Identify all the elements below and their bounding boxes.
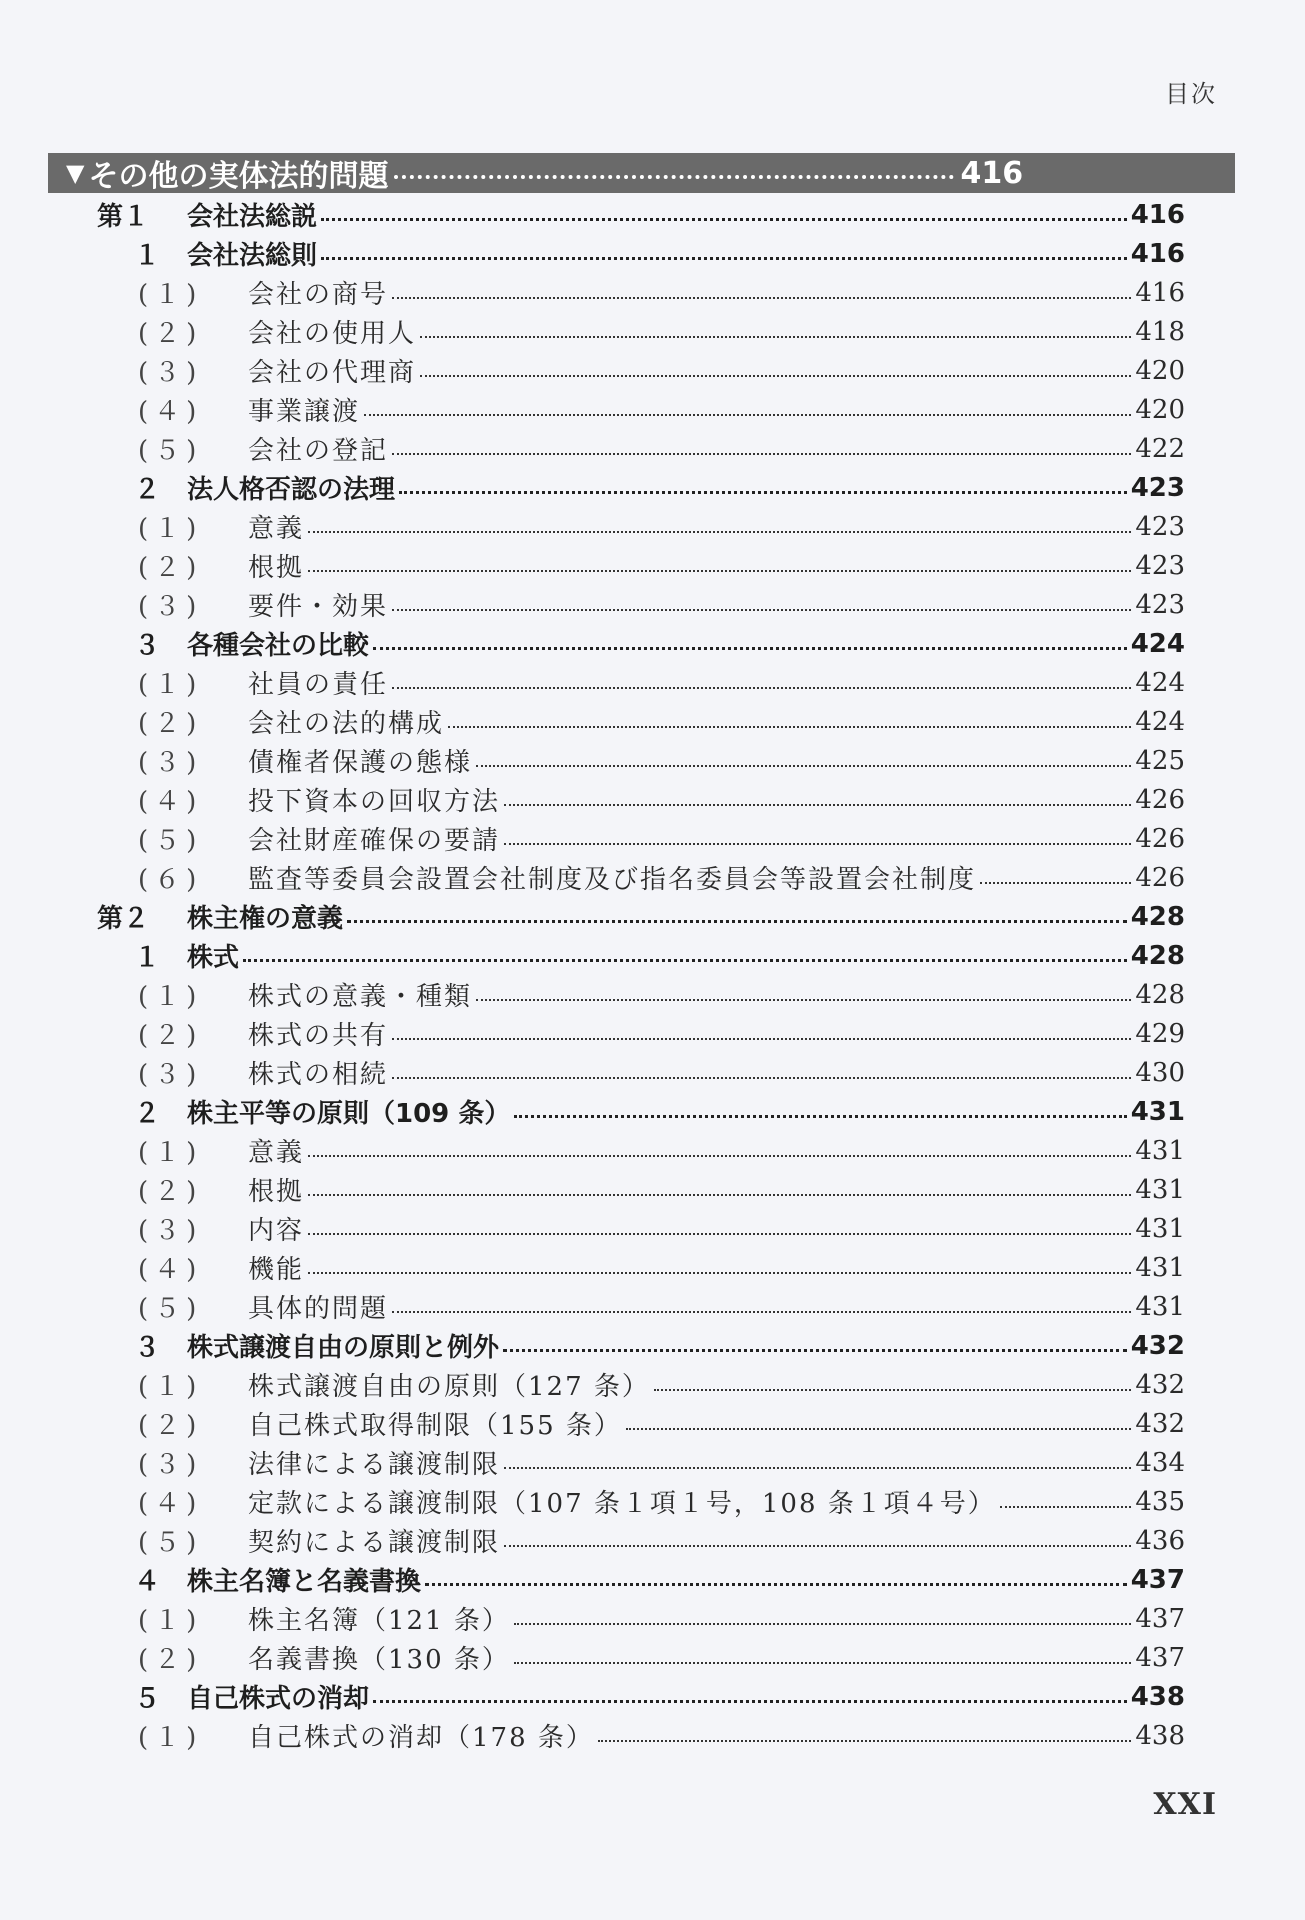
toc-entry-title: 事業譲渡: [248, 397, 361, 427]
toc-entry-number: (１): [138, 1138, 203, 1168]
toc-entry-page: 426: [1135, 823, 1185, 854]
toc-entry-page: 423: [1135, 511, 1185, 542]
toc-entry-title: 会社財産確保の要請: [248, 826, 501, 856]
toc-entry[interactable]: [0, 1053, 1305, 1092]
toc-entry[interactable]: [0, 624, 1305, 663]
toc-entry-page: 438: [1135, 1720, 1185, 1751]
toc-entry-page: 437: [1130, 1564, 1185, 1595]
toc-entry-page: 432: [1135, 1408, 1185, 1439]
toc-entry[interactable]: [0, 585, 1305, 624]
toc-entry-page: 416: [1135, 277, 1185, 308]
toc-entry-title: 監査等委員会設置会社制度及び指名委員会等設置会社制度: [248, 865, 977, 895]
toc-entry-page: 425: [1135, 745, 1185, 776]
toc-entry-leader: [392, 1311, 1131, 1313]
toc-entry-number: (１): [138, 670, 203, 700]
toc-entry[interactable]: [0, 1365, 1305, 1404]
toc-entry-title: 株式の相続: [248, 1060, 389, 1090]
toc-entry-number: (４): [138, 397, 203, 427]
toc-entry-title: 株式譲渡自由の原則（127 条）: [248, 1372, 650, 1402]
toc-entry-leader: [308, 1272, 1131, 1274]
running-header: 目次: [1165, 80, 1217, 108]
toc-entry-number: (３): [138, 592, 203, 622]
toc-entry[interactable]: [0, 858, 1305, 897]
toc-entry-title: 株式: [187, 943, 240, 973]
toc-entry-leader: [308, 1194, 1131, 1196]
toc-entry-number: ２: [134, 1099, 161, 1129]
toc-entry-page: 428: [1130, 901, 1185, 932]
toc-entry[interactable]: [0, 1092, 1305, 1131]
toc-entry-title: 会社法総則: [187, 241, 318, 271]
toc-entry-number: ３: [134, 1333, 161, 1363]
toc-entry-number: １: [134, 241, 161, 271]
toc-entry-title: 要件・効果: [248, 592, 389, 622]
toc-entry-page: 422: [1135, 433, 1185, 464]
toc-entry-leader: [321, 257, 1127, 260]
toc-entry[interactable]: [0, 1248, 1305, 1287]
toc-entry-leader: [514, 1115, 1126, 1118]
toc-entry-number: (４): [138, 1255, 203, 1285]
toc-entry-title: 意義: [248, 1138, 305, 1168]
toc-entry-page: 428: [1135, 979, 1185, 1010]
toc-entry[interactable]: [0, 1170, 1305, 1209]
toc-entry[interactable]: [0, 1014, 1305, 1053]
toc-entry-number: (２): [138, 553, 203, 583]
toc-entry-title: 株主名簿と名義書換: [187, 1567, 422, 1597]
toc-entry-title: 法律による譲渡制限: [248, 1450, 501, 1480]
toc-entry-number: (３): [138, 1450, 203, 1480]
toc-entry-number: １: [134, 943, 161, 973]
toc-entry-leader: [392, 1077, 1131, 1079]
toc-entry-title: 具体的問題: [248, 1294, 389, 1324]
toc-entry-title: 契約による譲渡制限: [248, 1528, 501, 1558]
toc-entry-number: (５): [138, 436, 203, 466]
triangle-icon: ▼: [66, 159, 85, 187]
toc-entry-page: 438: [1130, 1681, 1185, 1712]
toc-entry-title: 会社の代理商: [248, 358, 417, 388]
toc-entry[interactable]: [0, 1677, 1305, 1716]
toc-entry-leader: [308, 1155, 1131, 1157]
toc-entry[interactable]: [0, 1443, 1305, 1482]
toc-entry-page: 416: [1130, 199, 1185, 230]
toc-entry-number: ２: [134, 475, 161, 505]
toc-entry-number: (３): [138, 1060, 203, 1090]
toc-entry-leader: [308, 570, 1131, 572]
toc-entry[interactable]: [0, 1209, 1305, 1248]
page-number: XXI: [1153, 1787, 1217, 1822]
toc-entry-leader: [654, 1389, 1131, 1391]
toc-entry-page: 431: [1135, 1174, 1185, 1205]
toc-entry-number: (５): [138, 826, 203, 856]
toc-entry-number: 第２: [97, 904, 150, 934]
toc-entry-leader: [243, 959, 1127, 962]
toc-entry-page: 424: [1135, 667, 1185, 698]
toc-entry[interactable]: [0, 1638, 1305, 1677]
toc-entry-number: (６): [138, 865, 203, 895]
toc-entry-title: 株主平等の原則（109 条）: [187, 1099, 511, 1129]
toc-entry-title: 根拠: [248, 553, 305, 583]
toc-entry-page: 426: [1135, 862, 1185, 893]
toc-entry[interactable]: [0, 195, 1305, 234]
toc-entry-title: 投下資本の回収方法: [248, 787, 501, 817]
toc-entry-page: 431: [1135, 1291, 1185, 1322]
toc-entry-leader: [425, 1583, 1127, 1586]
toc-entry[interactable]: [0, 390, 1305, 429]
toc-entry-title: 株式の意義・種類: [248, 982, 473, 1012]
toc-entry-title: 自己株式取得制限（155 条）: [248, 1411, 622, 1441]
toc-entry-leader: [392, 453, 1131, 455]
toc-entry-page: 420: [1135, 355, 1185, 386]
toc-entry[interactable]: [0, 741, 1305, 780]
toc-entry-page: 432: [1135, 1369, 1185, 1400]
toc-entry-leader: [504, 1545, 1131, 1547]
toc-entry-title: 会社の商号: [248, 280, 389, 310]
toc-entry-page: 423: [1130, 472, 1185, 503]
toc-entry[interactable]: [0, 1560, 1305, 1599]
toc-entry-number: (１): [138, 1723, 203, 1753]
toc-entry-leader: [308, 531, 1131, 533]
toc-entry-title: 意義: [248, 514, 305, 544]
toc-entry[interactable]: [0, 975, 1305, 1014]
toc-entry-leader: [399, 491, 1127, 494]
toc-entry-leader: [392, 609, 1131, 611]
toc-entry-number: (３): [138, 1216, 203, 1246]
toc-entry[interactable]: [0, 1482, 1305, 1521]
toc-entry-leader: [392, 687, 1131, 689]
toc-entry-number: ５: [134, 1684, 161, 1714]
toc-entry-number: (４): [138, 1489, 203, 1519]
toc-entry-page: 436: [1135, 1525, 1185, 1556]
toc-entry-page: 426: [1135, 784, 1185, 815]
toc-entry-title: 自己株式の消却（178 条）: [248, 1723, 594, 1753]
toc-entry-title: 株式の共有: [248, 1021, 389, 1051]
toc-entry-title: 機能: [248, 1255, 305, 1285]
toc-entry-number: (２): [138, 319, 203, 349]
toc-entry[interactable]: [0, 1599, 1305, 1638]
toc-entry-leader: [514, 1623, 1131, 1625]
toc-entry-leader: [504, 843, 1131, 845]
toc-entry-title: 会社の使用人: [248, 319, 417, 349]
toc-entry-number: (３): [138, 358, 203, 388]
toc-entry-number: (１): [138, 982, 203, 1012]
toc-entry-page: 437: [1135, 1642, 1185, 1673]
toc-entry[interactable]: [0, 234, 1305, 273]
toc-entry-page: 429: [1135, 1018, 1185, 1049]
toc-entry-leader: [308, 1233, 1131, 1235]
toc-entry-title: 株式譲渡自由の原則と例外: [187, 1333, 500, 1363]
toc-entry[interactable]: [0, 468, 1305, 507]
toc-entry-leader: [504, 804, 1131, 806]
toc-entry-number: (５): [138, 1528, 203, 1558]
toc-entry[interactable]: [0, 1521, 1305, 1560]
toc-entry-title: 自己株式の消却: [187, 1684, 370, 1714]
toc-entry-title: 定款による譲渡制限（107 条１項１号，108 条１項４号）: [248, 1489, 996, 1519]
toc-entry-number: (１): [138, 1372, 203, 1402]
toc-entry-leader: [392, 297, 1131, 299]
toc-entry-leader: [598, 1740, 1131, 1742]
toc-entry-leader: [448, 726, 1131, 728]
toc-entry-page: 437: [1135, 1603, 1185, 1634]
toc-entry-title: 社員の責任: [248, 670, 389, 700]
toc-entry-page: 428: [1130, 940, 1185, 971]
toc-entry-page: 431: [1135, 1252, 1185, 1283]
toc-entry-leader: [514, 1662, 1131, 1664]
toc-entry-page: 431: [1135, 1213, 1185, 1244]
toc-entry-number: (２): [138, 709, 203, 739]
toc-entry-number: ３: [134, 631, 161, 661]
toc-entry-title: 株主名簿（121 条）: [248, 1606, 510, 1636]
toc-entry-title: 法人格否認の法理: [187, 475, 396, 505]
toc-entry-title: 会社の登記: [248, 436, 389, 466]
toc-entry-page: 418: [1135, 316, 1185, 347]
toc-entry-title: 各種会社の比較: [187, 631, 370, 661]
toc-entry-page: 434: [1135, 1447, 1185, 1478]
section-leader: [394, 175, 954, 179]
toc-entry-number: (２): [138, 1645, 203, 1675]
toc-entry[interactable]: [0, 429, 1305, 468]
toc-entry[interactable]: [0, 1131, 1305, 1170]
toc-entry-leader: [373, 647, 1127, 650]
toc-entry-page: 432: [1130, 1330, 1185, 1361]
toc-entry-number: (２): [138, 1411, 203, 1441]
toc-entry-number: (５): [138, 1294, 203, 1324]
toc-entry-number: (４): [138, 787, 203, 817]
toc-entry[interactable]: [0, 897, 1305, 936]
toc-entry[interactable]: [0, 780, 1305, 819]
toc-entry[interactable]: [0, 273, 1305, 312]
toc-entry-number: (１): [138, 1606, 203, 1636]
toc-entry-page: 424: [1135, 706, 1185, 737]
toc-entry[interactable]: [0, 351, 1305, 390]
toc-entry-title: 根拠: [248, 1177, 305, 1207]
toc-entry-title: 名義書換（130 条）: [248, 1645, 510, 1675]
toc-entry[interactable]: [0, 702, 1305, 741]
table-of-contents: [0, 195, 1305, 1755]
toc-entry-number: (３): [138, 748, 203, 778]
toc-entry-leader: [980, 882, 1131, 884]
toc-entry-leader: [420, 336, 1131, 338]
section-heading[interactable]: [48, 153, 1235, 193]
toc-entry-number: (２): [138, 1177, 203, 1207]
toc-entry-leader: [392, 1038, 1131, 1040]
toc-entry-page: 416: [1130, 238, 1185, 269]
toc-entry-number: (１): [138, 280, 203, 310]
toc-entry[interactable]: [0, 546, 1305, 585]
toc-entry-number: (２): [138, 1021, 203, 1051]
toc-entry-leader: [504, 1467, 1131, 1469]
toc-entry[interactable]: [0, 312, 1305, 351]
toc-entry-leader: [420, 375, 1131, 377]
toc-entry-leader: [321, 218, 1127, 221]
toc-entry-title: 会社法総説: [187, 202, 318, 232]
toc-entry-page: 431: [1130, 1096, 1185, 1127]
toc-entry[interactable]: [0, 1716, 1305, 1755]
toc-entry-page: 420: [1135, 394, 1185, 425]
toc-entry-leader: [476, 999, 1131, 1001]
section-page: 416: [960, 155, 1024, 191]
toc-entry-title: 債権者保護の態様: [248, 748, 473, 778]
toc-entry-leader: [347, 920, 1127, 923]
section-title: その他の実体法的問題: [88, 159, 389, 194]
toc-entry-page: 423: [1135, 589, 1185, 620]
toc-entry-number: 第１: [97, 202, 150, 232]
toc-entry-leader: [364, 414, 1131, 416]
toc-entry[interactable]: [0, 1287, 1305, 1326]
toc-entry[interactable]: [0, 1404, 1305, 1443]
toc-entry-leader: [1000, 1506, 1132, 1508]
toc-entry[interactable]: [0, 507, 1305, 546]
toc-entry[interactable]: [0, 819, 1305, 858]
toc-entry-title: 株主権の意義: [187, 904, 344, 934]
toc-entry[interactable]: [0, 936, 1305, 975]
toc-entry[interactable]: [0, 1326, 1305, 1365]
toc-entry-number: (１): [138, 514, 203, 544]
toc-entry-title: 内容: [248, 1216, 305, 1246]
toc-entry-leader: [373, 1700, 1127, 1703]
toc-entry-page: 435: [1135, 1486, 1185, 1517]
toc-entry-title: 会社の法的構成: [248, 709, 445, 739]
toc-entry-page: 424: [1130, 628, 1185, 659]
toc-entry-leader: [626, 1428, 1131, 1430]
toc-entry-page: 423: [1135, 550, 1185, 581]
toc-entry-leader: [503, 1349, 1127, 1352]
toc-entry[interactable]: [0, 663, 1305, 702]
toc-entry-page: 431: [1135, 1135, 1185, 1166]
toc-entry-page: 430: [1135, 1057, 1185, 1088]
toc-entry-number: ４: [134, 1567, 161, 1597]
toc-entry-leader: [476, 765, 1131, 767]
